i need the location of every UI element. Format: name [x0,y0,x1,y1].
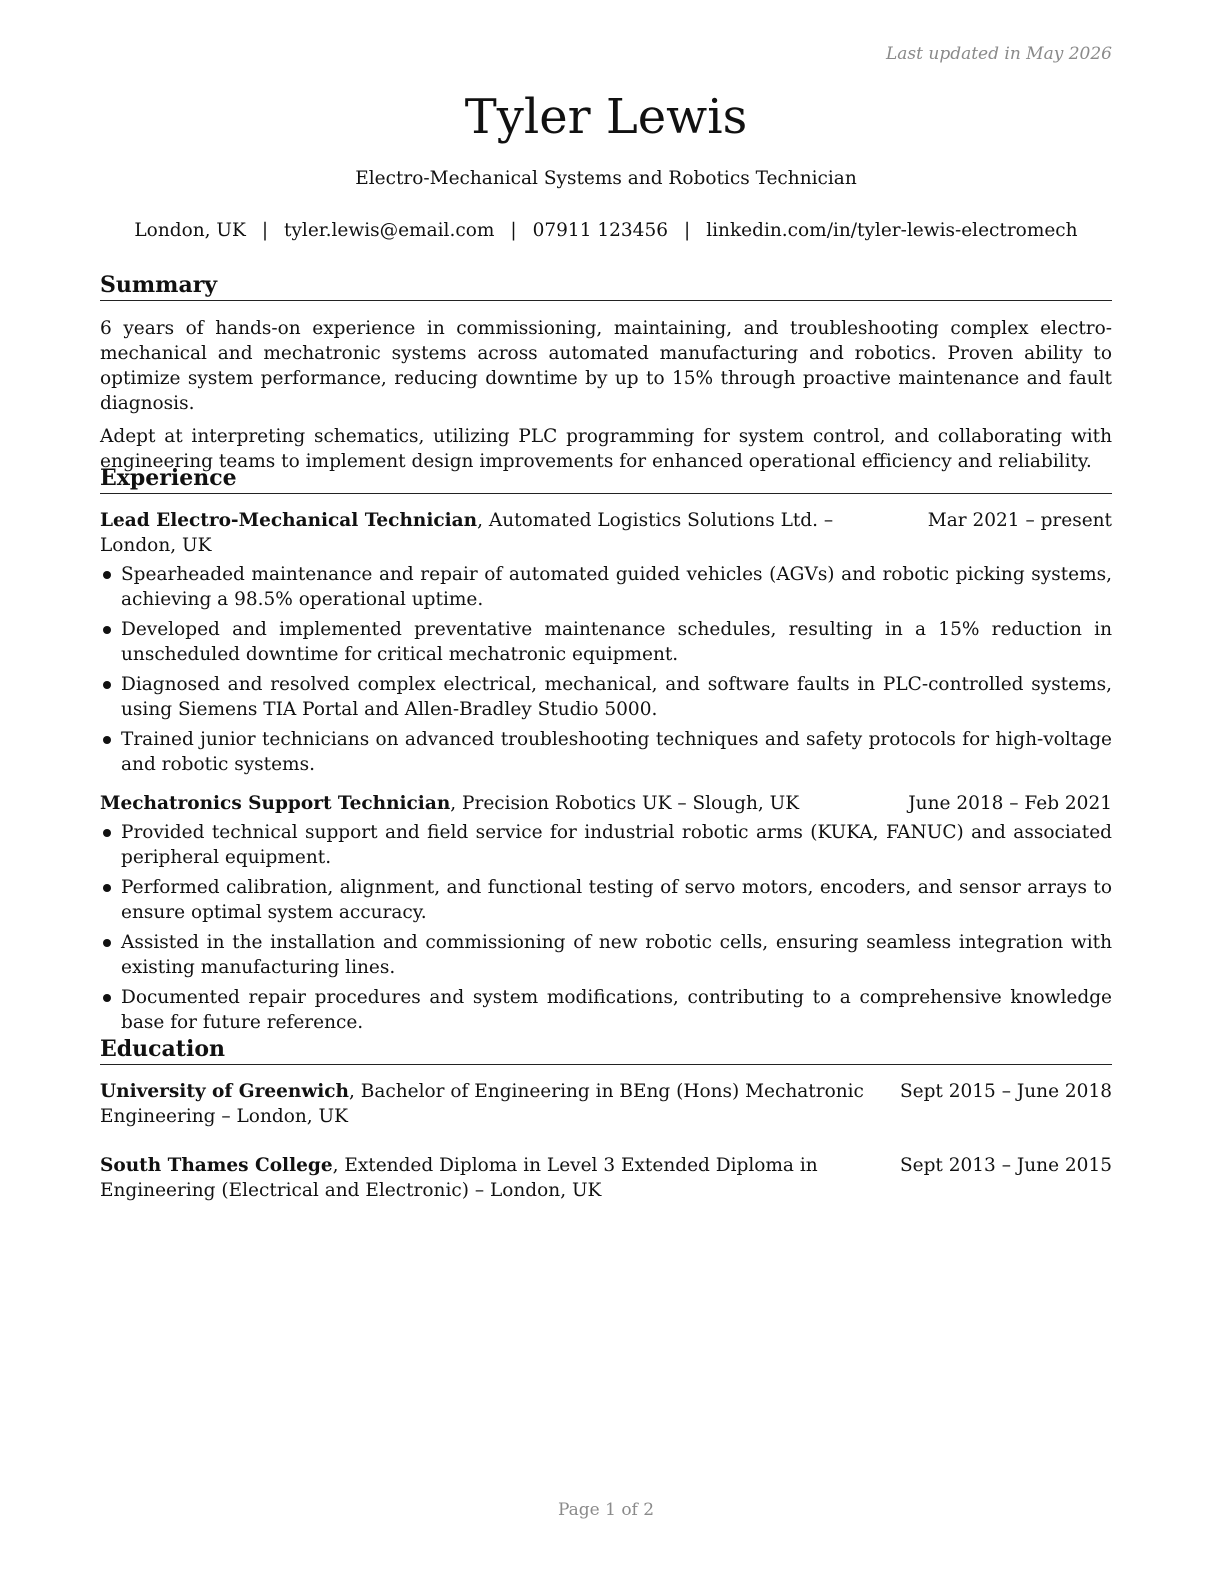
bullet-icon [103,994,111,1002]
job-header [100,508,1112,558]
contact-separator: | [683,220,691,241]
experience-section [100,464,1112,1040]
resume-page [100,0,1112,1584]
contact-linkedin[interactable]: linkedin.com/in/tyler-lewis-electromech [706,220,1078,241]
candidate-headline: Electro-Mechanical Systems and Robotics Technician [355,168,857,189]
candidate-name: Tyler Lewis [464,89,748,145]
education-heading: Education [100,1035,1112,1065]
job-dates: June 2018 – Feb 2021 [908,793,1112,814]
job-bullet [100,617,1112,667]
summary-heading: Summary [100,271,1112,301]
job-bullet [100,727,1112,777]
education-detail: , Bachelor of Engineering in BEng (Hons) Mechatronic Engineering – London, UK [100,1081,864,1127]
bullet-text: Trained junior technicians on advanced troubleshooting techniques and safety protocols for high-voltage and robotic systems. [121,729,1112,775]
job-bullets [100,562,1112,777]
job-bullets [100,820,1112,1035]
education-school: South Thames College [100,1155,333,1176]
education-entry [100,1079,1112,1129]
bullet-text: Documented repair procedures and system modifications, contributing to a comprehensive knowledge base for future reference. [121,987,1112,1033]
job-bullet [100,820,1112,870]
bullet-icon [103,884,111,892]
job-header [100,791,1112,816]
job-bullet [100,562,1112,612]
job-bullet [100,930,1112,980]
contact-phone: 07911 123456 [532,220,668,241]
contact-email[interactable]: tyler.lewis@email.com [284,220,495,241]
bullet-icon [103,571,111,579]
job-organization: , Precision Robotics UK – Slough, UK [450,793,800,814]
summary-section [100,271,1112,474]
bullet-icon [103,626,111,634]
summary-paragraph: 6 years of hands-on experience in commissioning, maintaining, and troubleshooting complex electro-mechanical and mechatronic systems across automated manufacturing and robotics. Proven ability to optimize system performance, reducing downtime by up to 15% through proactive maintenance and fault diagnosis. [100,318,1112,414]
bullet-text: Developed and implemented preventative maintenance schedules, resulting in a 15% reduction in unscheduled downtime for critical mechatronic equipment. [121,619,1112,665]
bullet-text: Diagnosed and resolved complex electrical, mechanical, and software faults in PLC-controlled systems, using Siemens TIA Portal and Allen-Bradley Studio 5000. [121,674,1112,720]
job-bullet [100,672,1112,722]
page-number: Page 1 of 2 [557,1500,655,1520]
job-role: Lead Electro-Mechanical Technician [100,510,478,531]
education-dates: Sept 2013 – June 2015 [899,1155,1112,1176]
job-entry [100,508,1112,777]
contact-separator: | [261,220,269,241]
bullet-text: Provided technical support and field service for industrial robotic arms (KUKA, FANUC) and associated peripheral equipment. [121,822,1112,868]
summary-paragraph: Adept at interpreting schematics, utilizing PLC programming for system control, and collaborating with engineering teams to implement design improvements for enhanced operational efficiency and reliability. [100,426,1112,472]
bullet-text: Performed calibration, alignment, and functional testing of servo motors, encoders, and sensor arrays to ensure optimal system accuracy. [121,877,1112,923]
education-section [100,1035,1112,1203]
bullet-icon [103,681,111,689]
education-school: University of Greenwich [100,1081,350,1102]
contact-separator: | [510,220,517,241]
last-updated-note: Last updated in May 2026 [885,44,1112,64]
bullet-text: Spearheaded maintenance and repair of automated guided vehicles (AGVs) and robotic picking systems, achieving a 98.5% operational uptime. [121,564,1112,610]
job-organization: , Automated Logistics Solutions Ltd. – London, UK [100,510,834,556]
contact-location: London, UK [134,220,246,241]
job-bullet [100,985,1112,1035]
job-dates: Mar 2021 – present [927,510,1112,531]
contact-line [100,218,1112,244]
bullet-icon [103,939,111,947]
bullet-icon [103,829,111,837]
experience-heading: Experience [100,464,1112,494]
job-bullet [100,875,1112,925]
education-dates: Sept 2015 – June 2018 [899,1081,1112,1102]
job-role: Mechatronics Support Technician [100,793,451,814]
education-detail: , Extended Diploma in Level 3 Extended Diploma in Engineering (Electrical and Electronic) – London, UK [100,1155,818,1201]
bullet-text: Assisted in the installation and commissioning of new robotic cells, ensuring seamless integration with existing manufacturing lines. [121,932,1112,978]
bullet-icon [103,736,111,744]
job-entry [100,791,1112,1035]
education-entry [100,1153,1112,1203]
